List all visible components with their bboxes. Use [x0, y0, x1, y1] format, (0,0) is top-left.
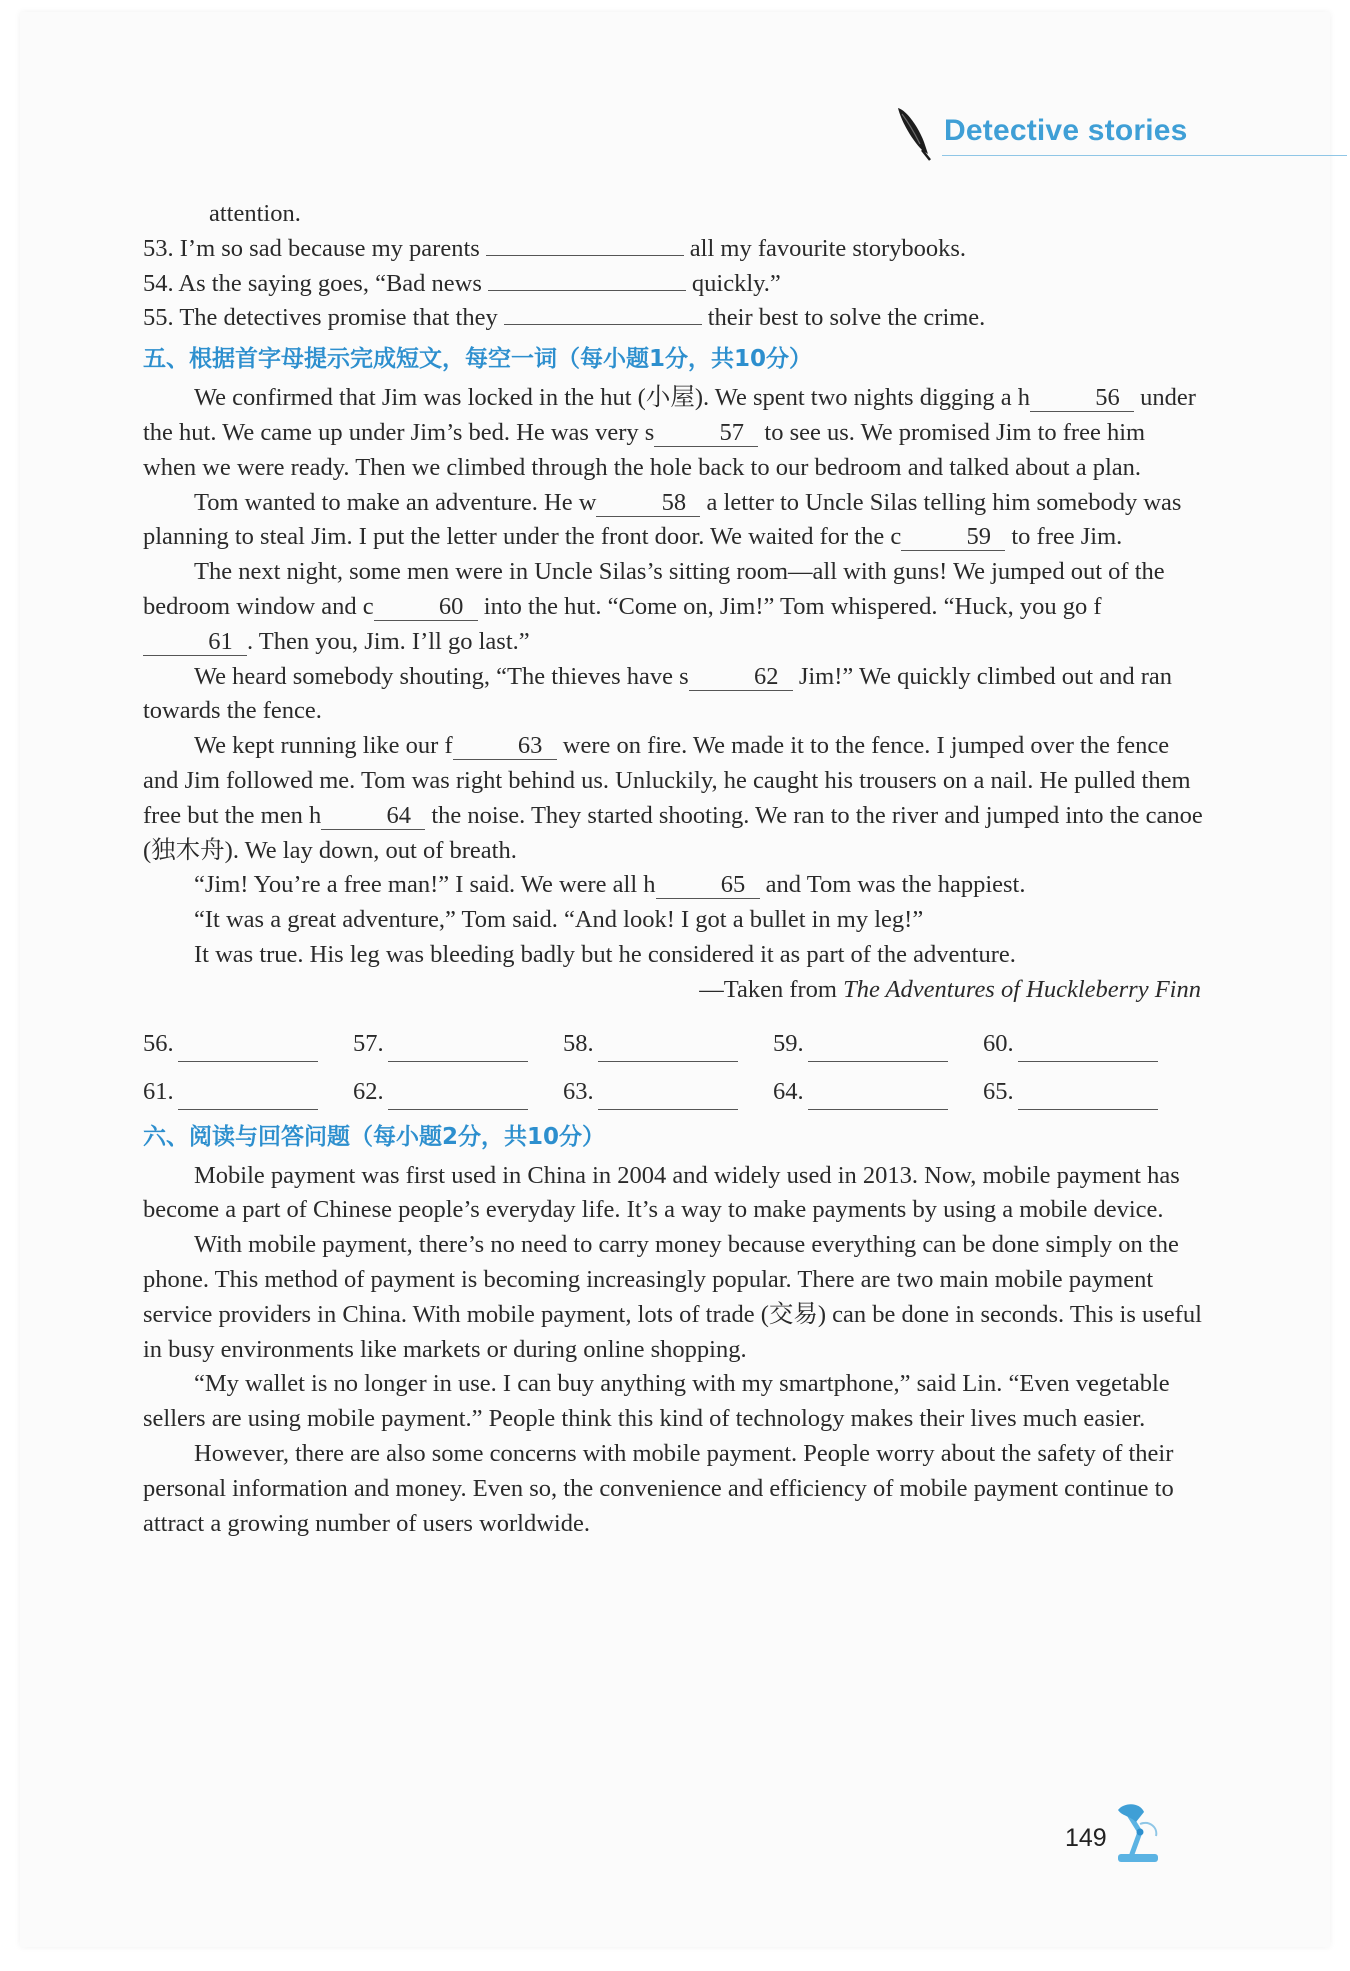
answer-cell	[143, 1027, 353, 1062]
question-55	[143, 301, 1203, 336]
cloze-text: We confirmed that Jim was locked in the hut (小屋). We spent two nights digging a h	[194, 384, 1030, 412]
cloze-text: to see us. We promised Jim to free him when we were ready. Then we climbed through the hole back to our bedroom and talked about a plan.	[143, 418, 1146, 481]
page-number: 149	[1065, 1824, 1107, 1852]
reading-passage	[143, 1159, 1203, 1542]
cloze-paragraph	[143, 938, 1203, 973]
section-5-title: 五、根据首字母提示完成短文，每空一词（每小题1分，共10分）	[143, 346, 813, 373]
reading-paragraph: Mobile payment was first used in China in 2004 and widely used in 2013. Now, mobile payment has become a part of Chinese people’s everyday life. It’s a way to make payments by using a mobile device.	[143, 1161, 1180, 1224]
answer-cell	[563, 1075, 773, 1110]
cloze-text: under the hut. We came up under Jim’s bed. He was very s	[143, 384, 1196, 446]
answer-number: 65.	[983, 1077, 1014, 1105]
cloze-blank-56[interactable]: 56	[1030, 385, 1134, 412]
cloze-text: “It was a great adventure,” Tom said. “And look! I got a bullet in my leg!”	[194, 906, 924, 934]
answer-input-line[interactable]	[808, 1085, 948, 1110]
cloze-text: into the hut. “Come on, Jim!” Tom whispered. “Huck, you go f	[477, 592, 1102, 620]
question-text-after: quickly.”	[691, 269, 781, 297]
cloze-blank-59[interactable]: 59	[901, 524, 1005, 551]
question-number: 55.	[143, 304, 174, 332]
cloze-passage	[143, 381, 1203, 973]
cloze-paragraph	[143, 555, 1203, 659]
page-header	[892, 100, 1347, 160]
question-53	[143, 232, 1203, 267]
pen-icon	[892, 104, 936, 162]
answer-blank[interactable]	[488, 268, 686, 291]
answer-cell	[143, 1075, 353, 1110]
cloze-text: . Then you, Jim. I’ll go last.”	[247, 627, 530, 655]
answer-blank[interactable]	[486, 233, 684, 256]
cloze-text: the noise. They started shooting. We ran to the river and jumped into the canoe (独木舟). We lay down, out of breath.	[143, 801, 1203, 864]
reading-paragraph: However, there are also some concerns with mobile payment. People worry about the safety of their personal information and money. Even so, the convenience and efficiency of mobile payment continue to attract a growing number of users worldwide.	[143, 1439, 1174, 1537]
answer-input-line[interactable]	[1018, 1037, 1158, 1062]
answer-input-line[interactable]	[598, 1085, 738, 1110]
answer-blanks	[143, 1014, 1203, 1110]
cloze-text: Tom wanted to make an adventure. He w	[194, 488, 597, 516]
question-text-after: all my favourite storybooks.	[689, 234, 967, 262]
answer-number: 60.	[983, 1029, 1014, 1057]
answer-cell	[983, 1075, 1193, 1110]
cloze-blank-58[interactable]: 58	[596, 490, 700, 517]
answer-cell	[983, 1027, 1193, 1062]
answer-input-line[interactable]	[388, 1037, 528, 1062]
cloze-paragraph	[143, 486, 1203, 556]
answer-number: 58.	[563, 1029, 594, 1057]
answer-input-line[interactable]	[388, 1085, 528, 1110]
question-54	[143, 267, 1203, 302]
sentence-completion-questions	[143, 232, 1203, 336]
answer-number: 64.	[773, 1077, 804, 1105]
cloze-text: were on fire. We made it to the fence. I jumped over the fence and Jim followed me. Tom was right behind us. Unluckily, he caught his trousers on a nail. He pulled them free but the men h	[143, 732, 1191, 829]
page-content	[143, 197, 1203, 1541]
answer-blank[interactable]	[504, 302, 702, 325]
answer-number: 63.	[563, 1077, 594, 1105]
cloze-text: The next night, some men were in Uncle Silas’s sitting room—all with guns! We jumped out of the bedroom window and c	[143, 558, 1165, 620]
section-6-title: 六、阅读与回答问题（每小题2分，共10分）	[143, 1123, 606, 1150]
cloze-paragraph	[143, 381, 1203, 485]
cloze-text: a letter to Uncle Silas telling him somebody was planning to steal Jim. I put the letter under the front door. We waited for the c	[143, 488, 1182, 551]
reading-paragraph: With mobile payment, there’s no need to carry money because everything can be done simply on the phone. This method of payment is becoming increasingly popular. There are two main mobile payment service providers in China. With mobile payment, lots of trade (交易) can be done in seconds. This is useful in busy environments like markets or during online shopping.	[143, 1231, 1202, 1363]
cloze-text: “Jim! You’re a free man!” I said. We were all h	[194, 871, 656, 899]
question-text-before: I’m so sad because my parents	[179, 234, 480, 262]
answer-input-line[interactable]	[178, 1085, 318, 1110]
cloze-text: It was true. His leg was bleeding badly but he considered it as part of the adventure.	[194, 940, 1016, 968]
cloze-paragraph	[143, 660, 1203, 730]
answer-number: 59.	[773, 1029, 804, 1057]
answer-number: 57.	[353, 1029, 384, 1057]
cloze-text: Jim!” We quickly climbed out and ran towards the fence.	[143, 662, 1172, 725]
cloze-text: We heard somebody shouting, “The thieves have s	[194, 662, 689, 690]
answer-input-line[interactable]	[178, 1037, 318, 1062]
question-text-before: The detectives promise that they	[179, 304, 498, 332]
source-prefix: —Taken from	[699, 975, 837, 1003]
question-number: 53.	[143, 234, 174, 262]
cloze-text: and Tom was the happiest.	[759, 871, 1026, 899]
header-title: Detective stories	[944, 114, 1188, 147]
answer-cell	[773, 1075, 983, 1110]
answer-cell	[773, 1027, 983, 1062]
cloze-text: We kept running like our f	[194, 732, 453, 760]
desk-lamp-icon	[1110, 1802, 1168, 1864]
passage-source	[143, 973, 1203, 1008]
answer-cell	[353, 1027, 563, 1062]
answer-row	[143, 1062, 1203, 1110]
cloze-blank-65[interactable]: 65	[656, 872, 760, 899]
answer-number: 56.	[143, 1029, 174, 1057]
answer-input-line[interactable]	[808, 1037, 948, 1062]
carryover-text: attention.	[209, 200, 301, 227]
answer-input-line[interactable]	[1018, 1085, 1158, 1110]
question-number: 54.	[143, 269, 174, 297]
cloze-blank-64[interactable]: 64	[321, 803, 425, 830]
cloze-blank-60[interactable]: 60	[374, 594, 478, 621]
answer-cell	[563, 1027, 773, 1062]
answer-number: 61.	[143, 1077, 174, 1105]
cloze-blank-62[interactable]: 62	[689, 664, 793, 691]
cloze-blank-63[interactable]: 63	[453, 733, 557, 760]
question-text-after: their best to solve the crime.	[707, 304, 986, 332]
cloze-paragraph	[143, 729, 1203, 868]
header-rule	[942, 155, 1347, 156]
question-text-before: As the saying goes, “Bad news	[178, 269, 482, 297]
cloze-text: to free Jim.	[1005, 523, 1123, 551]
cloze-paragraph	[143, 868, 1203, 903]
cloze-blank-61[interactable]: 61	[143, 629, 247, 656]
answer-number: 62.	[353, 1077, 384, 1105]
answer-row	[143, 1014, 1203, 1062]
workbook-page	[20, 12, 1330, 1947]
answer-cell	[353, 1075, 563, 1110]
source-title: The Adventures of Huckleberry Finn	[843, 975, 1201, 1003]
cloze-paragraph	[143, 903, 1203, 938]
answer-input-line[interactable]	[598, 1037, 738, 1062]
cloze-blank-57[interactable]: 57	[654, 420, 758, 447]
reading-paragraph: “My wallet is no longer in use. I can buy anything with my smartphone,” said Lin. “Even vegetable sellers are using mobile payment.” People think this kind of technology makes their lives much easier.	[143, 1370, 1170, 1433]
